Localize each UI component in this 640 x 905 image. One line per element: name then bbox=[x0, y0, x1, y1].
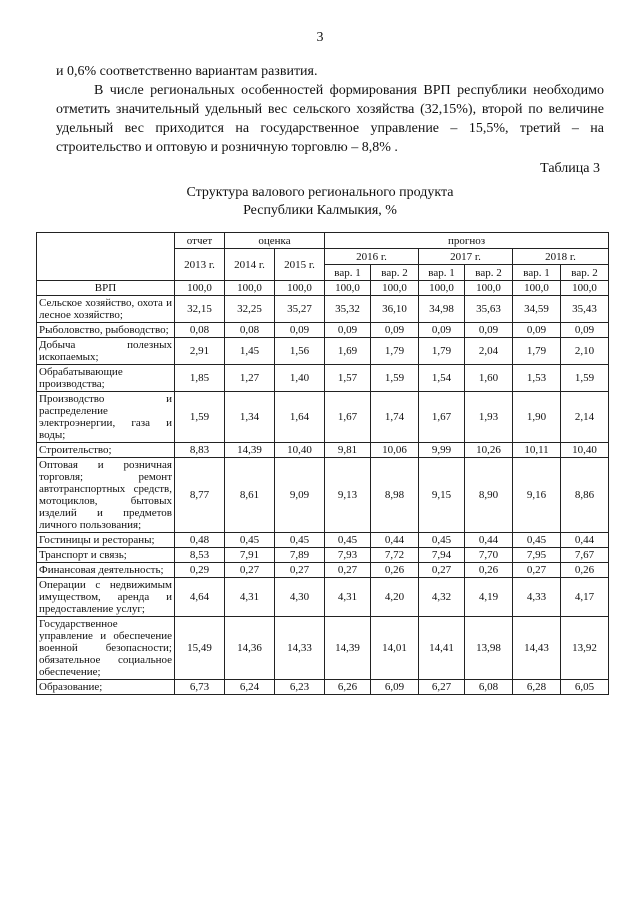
intro-text bbox=[56, 62, 604, 157]
value-cell: 0,26 bbox=[561, 563, 609, 578]
value-cell: 7,67 bbox=[561, 548, 609, 563]
row-label: Финансовая деятельность; bbox=[37, 563, 175, 578]
value-cell: 4,31 bbox=[325, 578, 371, 617]
value-cell: 0,27 bbox=[513, 563, 561, 578]
page-number: 3 bbox=[316, 30, 324, 45]
table-row bbox=[37, 296, 609, 323]
value-cell: 1,93 bbox=[465, 392, 513, 443]
value-cell: 1,59 bbox=[175, 392, 225, 443]
value-cell: 0,44 bbox=[465, 533, 513, 548]
row-label: Сельское хозяйство, охота и лесное хозяйство; bbox=[37, 296, 175, 323]
table-row bbox=[37, 443, 609, 458]
value-cell: 8,83 bbox=[175, 443, 225, 458]
table-row bbox=[37, 548, 609, 563]
value-cell: 4,30 bbox=[275, 578, 325, 617]
value-cell: 34,98 bbox=[419, 296, 465, 323]
value-cell: 100,0 bbox=[419, 281, 465, 296]
row-label: ВРП bbox=[37, 281, 175, 296]
value-cell: 1,79 bbox=[419, 338, 465, 365]
value-cell: 0,44 bbox=[561, 533, 609, 548]
value-cell: 35,43 bbox=[561, 296, 609, 323]
value-cell: 7,70 bbox=[465, 548, 513, 563]
table-row bbox=[37, 458, 609, 533]
value-cell: 9,16 bbox=[513, 458, 561, 533]
value-cell: 0,45 bbox=[275, 533, 325, 548]
value-cell: 4,31 bbox=[225, 578, 275, 617]
row-label: Государственное управление и обеспечение военной безопасности; обязательное социальное обеспечение; bbox=[37, 617, 175, 680]
header-var-1: вар. 1 bbox=[419, 265, 465, 281]
value-cell: 9,99 bbox=[419, 443, 465, 458]
row-label: Обрабатывающие производства; bbox=[37, 365, 175, 392]
table-row bbox=[37, 533, 609, 548]
table-row bbox=[37, 338, 609, 365]
row-label: Оптовая и розничная торговля; ремонт автотранспортных средств, мотоциклов, бытовых изделий и предметов личного пользования; bbox=[37, 458, 175, 533]
value-cell: 7,94 bbox=[419, 548, 465, 563]
table-row bbox=[37, 578, 609, 617]
table-row bbox=[37, 617, 609, 680]
value-cell: 32,25 bbox=[225, 296, 275, 323]
value-cell: 100,0 bbox=[275, 281, 325, 296]
row-label: Производство и распределение электроэнергии, газа и воды; bbox=[37, 392, 175, 443]
value-cell: 100,0 bbox=[371, 281, 419, 296]
value-cell: 13,98 bbox=[465, 617, 513, 680]
value-cell: 4,19 bbox=[465, 578, 513, 617]
value-cell: 8,77 bbox=[175, 458, 225, 533]
value-cell: 0,26 bbox=[465, 563, 513, 578]
value-cell: 1,67 bbox=[325, 392, 371, 443]
value-cell: 1,34 bbox=[225, 392, 275, 443]
value-cell: 1,53 bbox=[513, 365, 561, 392]
value-cell: 15,49 bbox=[175, 617, 225, 680]
value-cell: 13,92 bbox=[561, 617, 609, 680]
value-cell: 10,11 bbox=[513, 443, 561, 458]
header-var-2: вар. 2 bbox=[465, 265, 513, 281]
table-title-line-1: Структура валового регионального продукта bbox=[186, 185, 454, 200]
value-cell: 6,08 bbox=[465, 680, 513, 695]
value-cell: 14,36 bbox=[225, 617, 275, 680]
value-cell: 10,06 bbox=[371, 443, 419, 458]
value-cell: 100,0 bbox=[325, 281, 371, 296]
value-cell: 1,64 bbox=[275, 392, 325, 443]
value-cell: 1,27 bbox=[225, 365, 275, 392]
value-cell: 0,09 bbox=[513, 323, 561, 338]
value-cell: 1,59 bbox=[371, 365, 419, 392]
value-cell: 7,91 bbox=[225, 548, 275, 563]
table-title-line-2: Республики Калмыкия, % bbox=[243, 203, 397, 218]
value-cell: 0,45 bbox=[513, 533, 561, 548]
value-cell: 6,09 bbox=[371, 680, 419, 695]
value-cell: 0,09 bbox=[419, 323, 465, 338]
value-cell: 0,45 bbox=[225, 533, 275, 548]
paragraph-2: В числе региональных особенностей формирования ВРП республики необходимо отметить значительный удельный вес сельского хозяйства (32,15%), второй по величине удельный вес приходится на государственное управление – 15,5%, третий – на строительство и оптовую и розничную торговлю – 8,8% . bbox=[56, 83, 604, 155]
value-cell: 1,74 bbox=[371, 392, 419, 443]
value-cell: 1,69 bbox=[325, 338, 371, 365]
value-cell: 1,54 bbox=[419, 365, 465, 392]
value-cell: 7,95 bbox=[513, 548, 561, 563]
value-cell: 100,0 bbox=[561, 281, 609, 296]
value-cell: 10,40 bbox=[275, 443, 325, 458]
table-row bbox=[37, 680, 609, 695]
value-cell: 0,45 bbox=[325, 533, 371, 548]
value-cell: 0,27 bbox=[225, 563, 275, 578]
value-cell: 100,0 bbox=[513, 281, 561, 296]
table-row bbox=[37, 281, 609, 296]
table-row bbox=[37, 365, 609, 392]
header-estimate: оценка bbox=[225, 233, 325, 249]
value-cell: 4,20 bbox=[371, 578, 419, 617]
value-cell: 4,33 bbox=[513, 578, 561, 617]
value-cell: 7,72 bbox=[371, 548, 419, 563]
value-cell: 100,0 bbox=[465, 281, 513, 296]
value-cell: 0,27 bbox=[419, 563, 465, 578]
value-cell: 6,28 bbox=[513, 680, 561, 695]
table-row bbox=[37, 392, 609, 443]
value-cell: 32,15 bbox=[175, 296, 225, 323]
table-body bbox=[37, 281, 609, 695]
table-title bbox=[0, 184, 640, 220]
row-label: Рыболовство, рыбоводство; bbox=[37, 323, 175, 338]
value-cell: 0,08 bbox=[225, 323, 275, 338]
value-cell: 6,05 bbox=[561, 680, 609, 695]
value-cell: 1,85 bbox=[175, 365, 225, 392]
value-cell: 2,91 bbox=[175, 338, 225, 365]
value-cell: 8,61 bbox=[225, 458, 275, 533]
header-var-2: вар. 2 bbox=[561, 265, 609, 281]
value-cell: 14,33 bbox=[275, 617, 325, 680]
value-cell: 1,90 bbox=[513, 392, 561, 443]
header-empty bbox=[37, 233, 175, 281]
value-cell: 9,13 bbox=[325, 458, 371, 533]
value-cell: 0,08 bbox=[175, 323, 225, 338]
value-cell: 0,09 bbox=[275, 323, 325, 338]
header-var-2: вар. 2 bbox=[371, 265, 419, 281]
value-cell: 35,32 bbox=[325, 296, 371, 323]
value-cell: 4,64 bbox=[175, 578, 225, 617]
header-forecast: прогноз bbox=[325, 233, 609, 249]
value-cell: 4,32 bbox=[419, 578, 465, 617]
value-cell: 8,98 bbox=[371, 458, 419, 533]
value-cell: 10,40 bbox=[561, 443, 609, 458]
value-cell: 2,04 bbox=[465, 338, 513, 365]
row-label: Транспорт и связь; bbox=[37, 548, 175, 563]
header-year-2016: 2016 г. bbox=[325, 249, 419, 265]
value-cell: 14,39 bbox=[225, 443, 275, 458]
row-label: Операции с недвижимым имуществом, аренда и предоставление услуг; bbox=[37, 578, 175, 617]
value-cell: 100,0 bbox=[225, 281, 275, 296]
value-cell: 9,81 bbox=[325, 443, 371, 458]
paragraph-1: и 0,6% соответственно вариантам развития. bbox=[56, 64, 318, 79]
value-cell: 0,27 bbox=[275, 563, 325, 578]
value-cell: 1,56 bbox=[275, 338, 325, 365]
value-cell: 14,01 bbox=[371, 617, 419, 680]
value-cell: 1,40 bbox=[275, 365, 325, 392]
row-label: Строительство; bbox=[37, 443, 175, 458]
value-cell: 1,45 bbox=[225, 338, 275, 365]
value-cell: 2,10 bbox=[561, 338, 609, 365]
table-row bbox=[37, 323, 609, 338]
value-cell: 6,26 bbox=[325, 680, 371, 695]
value-cell: 100,0 bbox=[175, 281, 225, 296]
row-label: Гостиницы и рестораны; bbox=[37, 533, 175, 548]
value-cell: 8,90 bbox=[465, 458, 513, 533]
value-cell: 0,27 bbox=[325, 563, 371, 578]
header-var-1: вар. 1 bbox=[513, 265, 561, 281]
value-cell: 34,59 bbox=[513, 296, 561, 323]
value-cell: 9,15 bbox=[419, 458, 465, 533]
value-cell: 6,24 bbox=[225, 680, 275, 695]
grp-structure-table bbox=[36, 232, 609, 695]
value-cell: 1,67 bbox=[419, 392, 465, 443]
value-cell: 0,09 bbox=[561, 323, 609, 338]
value-cell: 10,26 bbox=[465, 443, 513, 458]
header-report: отчет bbox=[175, 233, 225, 249]
value-cell: 7,93 bbox=[325, 548, 371, 563]
value-cell: 9,09 bbox=[275, 458, 325, 533]
row-label: Образование; bbox=[37, 680, 175, 695]
row-label: Добыча полезных ископаемых; bbox=[37, 338, 175, 365]
value-cell: 1,57 bbox=[325, 365, 371, 392]
value-cell: 0,48 bbox=[175, 533, 225, 548]
value-cell: 6,23 bbox=[275, 680, 325, 695]
value-cell: 0,45 bbox=[419, 533, 465, 548]
header-year-2014: 2014 г. bbox=[225, 249, 275, 281]
table-row bbox=[37, 563, 609, 578]
value-cell: 6,73 bbox=[175, 680, 225, 695]
value-cell: 14,39 bbox=[325, 617, 371, 680]
header-year-2013: 2013 г. bbox=[175, 249, 225, 281]
value-cell: 14,43 bbox=[513, 617, 561, 680]
value-cell: 0,26 bbox=[371, 563, 419, 578]
value-cell: 8,86 bbox=[561, 458, 609, 533]
value-cell: 1,79 bbox=[371, 338, 419, 365]
header-year-2015: 2015 г. bbox=[275, 249, 325, 281]
value-cell: 35,27 bbox=[275, 296, 325, 323]
value-cell: 1,79 bbox=[513, 338, 561, 365]
value-cell: 7,89 bbox=[275, 548, 325, 563]
value-cell: 35,63 bbox=[465, 296, 513, 323]
value-cell: 1,60 bbox=[465, 365, 513, 392]
value-cell: 0,29 bbox=[175, 563, 225, 578]
value-cell: 0,09 bbox=[325, 323, 371, 338]
value-cell: 0,44 bbox=[371, 533, 419, 548]
value-cell: 6,27 bbox=[419, 680, 465, 695]
header-year-2018: 2018 г. bbox=[513, 249, 609, 265]
value-cell: 8,53 bbox=[175, 548, 225, 563]
value-cell: 4,17 bbox=[561, 578, 609, 617]
value-cell: 0,09 bbox=[371, 323, 419, 338]
value-cell: 14,41 bbox=[419, 617, 465, 680]
value-cell: 2,14 bbox=[561, 392, 609, 443]
value-cell: 36,10 bbox=[371, 296, 419, 323]
value-cell: 0,09 bbox=[465, 323, 513, 338]
table-number: Таблица 3 bbox=[540, 161, 600, 176]
value-cell: 1,59 bbox=[561, 365, 609, 392]
header-year-2017: 2017 г. bbox=[419, 249, 513, 265]
header-var-1: вар. 1 bbox=[325, 265, 371, 281]
